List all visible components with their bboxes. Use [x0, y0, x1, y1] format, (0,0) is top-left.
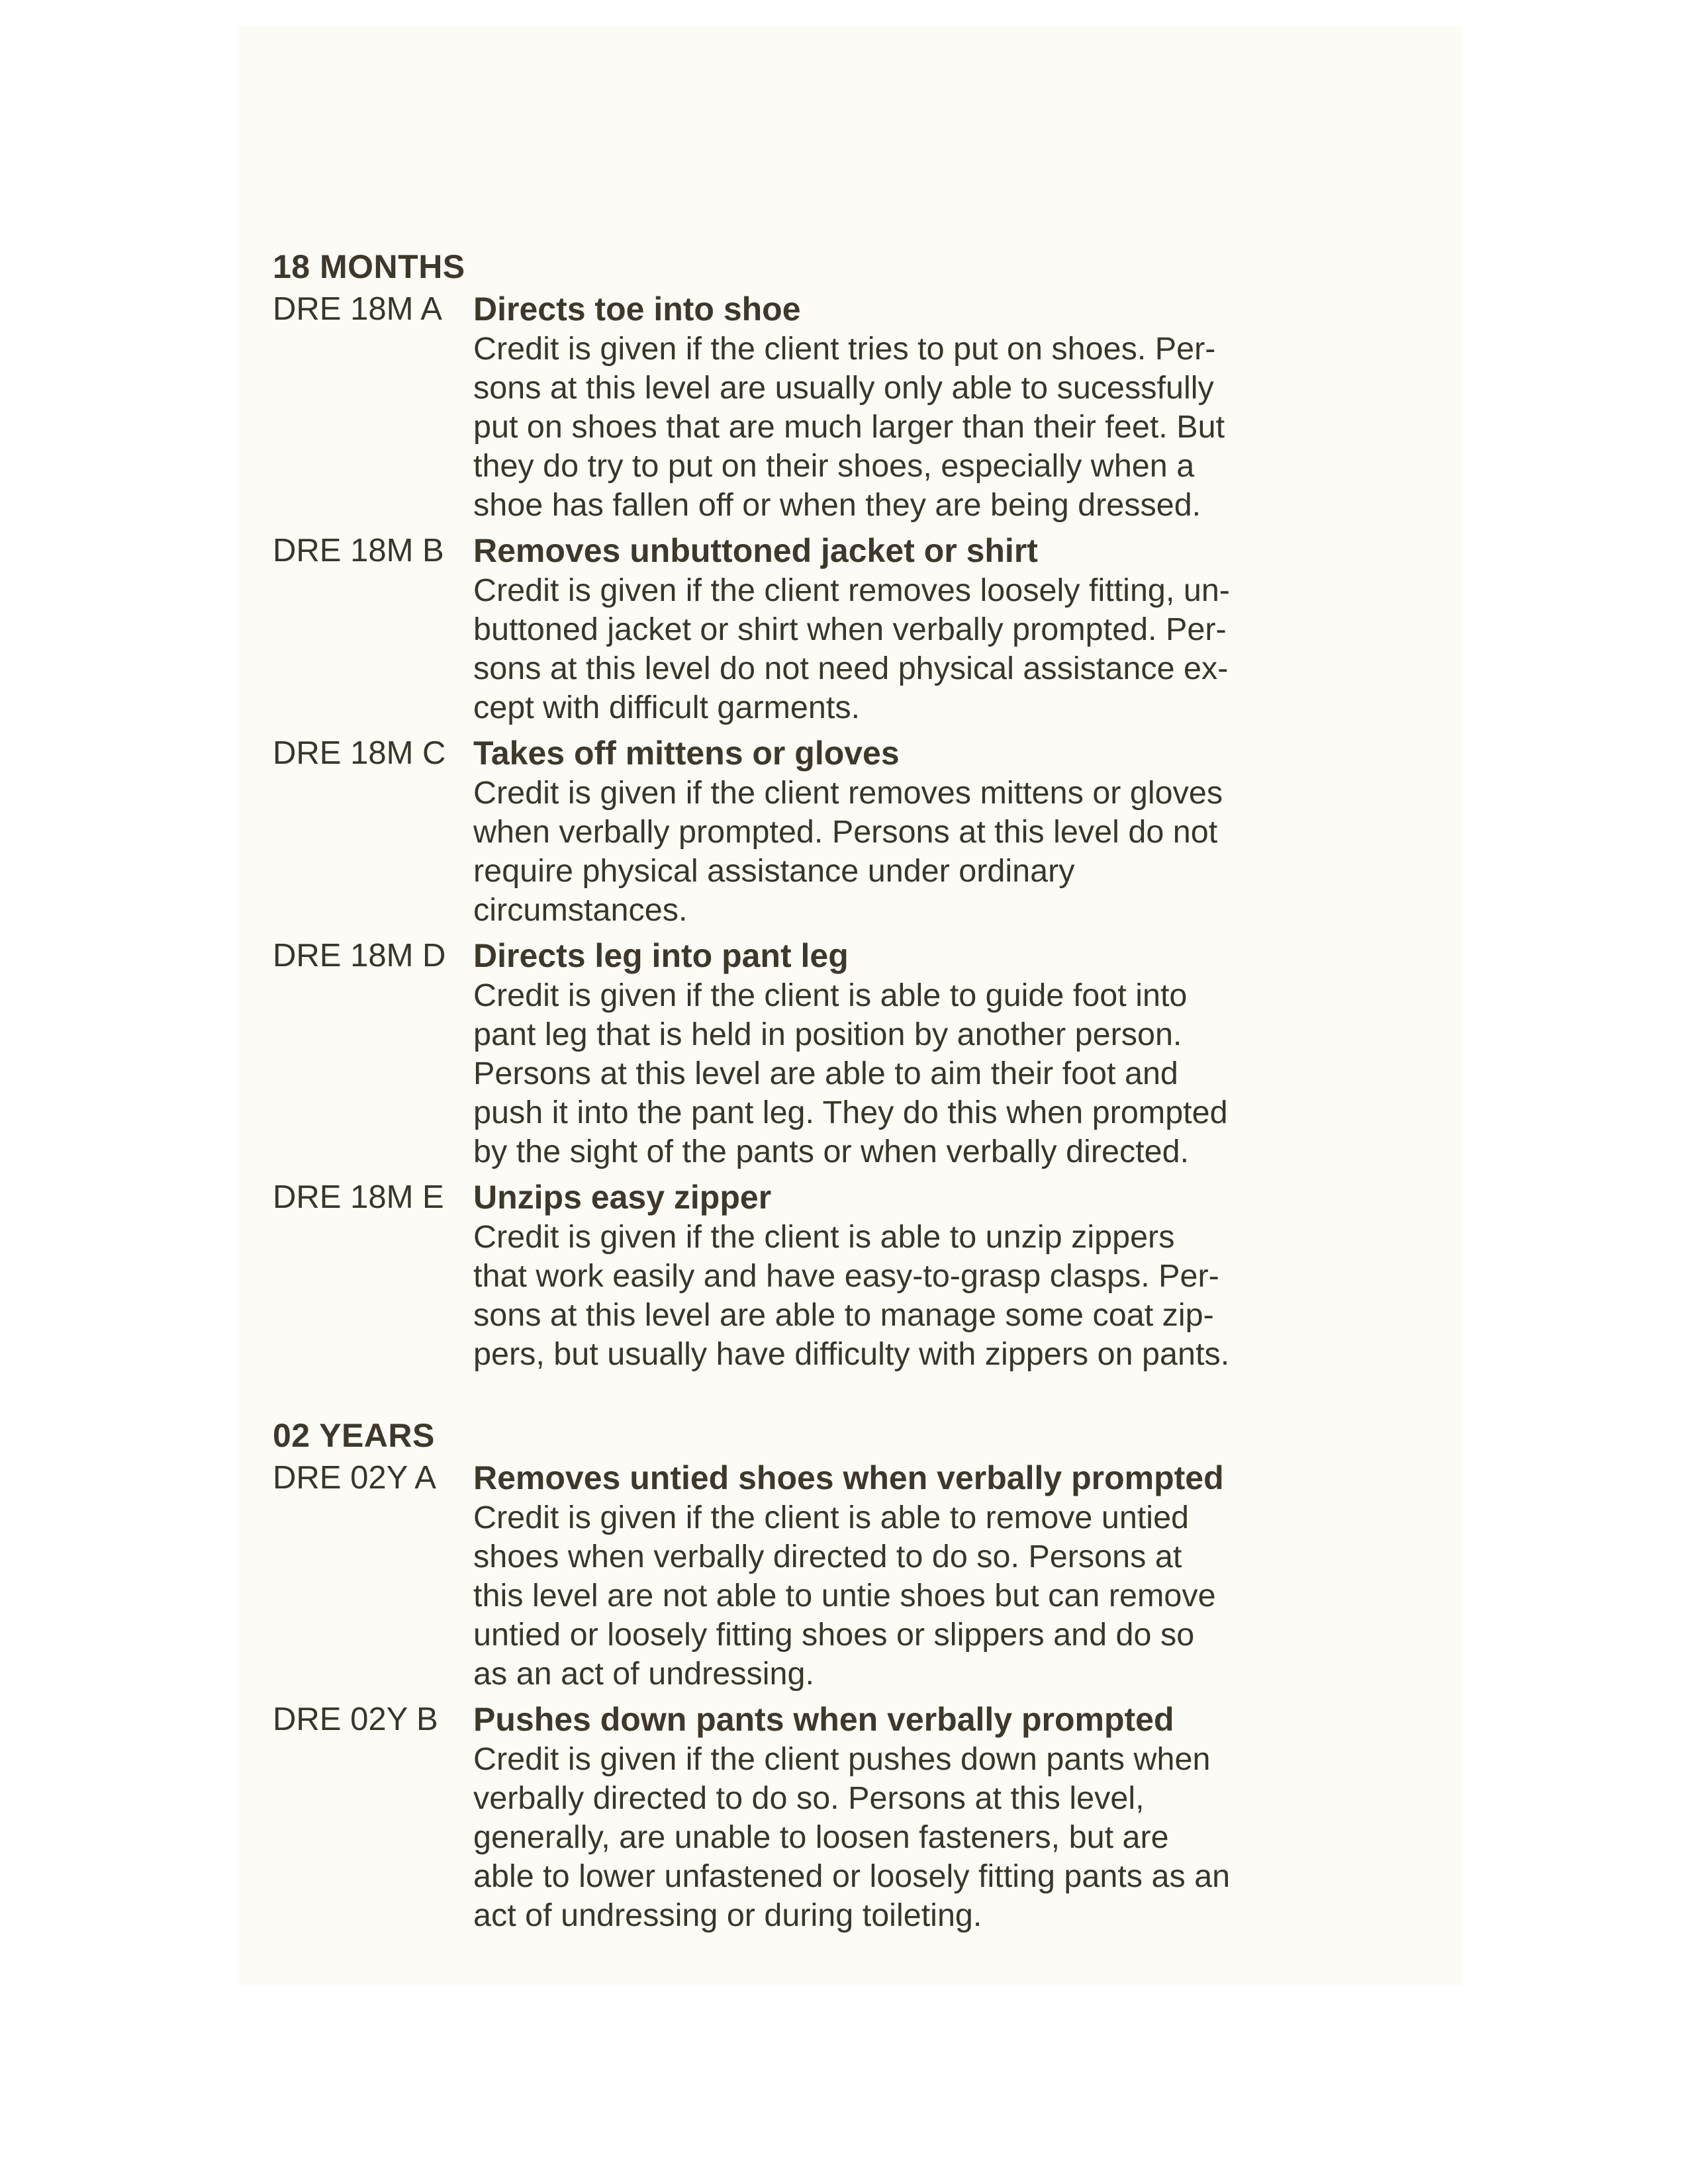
item-text-line: untied or loosely fitting shoes or slippers and do so: [473, 1617, 1195, 1653]
item-body: [473, 1457, 1358, 1694]
item-heading: Directs leg into pant leg: [473, 937, 849, 974]
item-heading: Removes unbuttoned jacket or shirt: [473, 532, 1038, 569]
item-code: DRE 18M C: [273, 735, 446, 771]
item-heading: Directs toe into shoe: [473, 291, 801, 328]
item-text-line: Credit is given if the client is able to guide foot into: [473, 978, 1188, 1013]
item-body: [473, 733, 1358, 930]
item-text-line: by the sight of the pants or when verbally directed.: [473, 1134, 1190, 1169]
item-text-line: they do try to put on their shoes, especially when a: [473, 448, 1195, 484]
item-text-line: act of undressing or during toileting.: [473, 1897, 982, 1933]
item-text-line: verbally directed to do so. Persons at this level,: [473, 1780, 1145, 1816]
item-dre-18m-d: [273, 935, 1358, 1171]
item-text-line: sons at this level are able to manage some coat zip-: [473, 1297, 1214, 1333]
item-dre-18m-a: [273, 289, 1358, 525]
item-text-line: sons at this level do not need physical assistance ex-: [473, 651, 1229, 686]
item-text-line: Credit is given if the client pushes down pants when: [473, 1741, 1211, 1777]
item-text-line: require physical assistance under ordinary: [473, 853, 1075, 889]
item-text-line: able to lower unfastened or loosely fitting pants as an: [473, 1858, 1231, 1894]
item-code: DRE 18M E: [273, 1179, 444, 1215]
item-heading: Removes untied shoes when verbally prompted: [473, 1459, 1224, 1496]
item-text-line: as an act of undressing.: [473, 1656, 814, 1692]
item-text-line: that work easily and have easy-to-grasp clasps. Per-: [473, 1258, 1219, 1294]
item-text-line: Credit is given if the client removes loosely fitting, un-: [473, 572, 1230, 608]
item-text-line: Credit is given if the client is able to unzip zippers: [473, 1219, 1175, 1255]
item-code: DRE 18M D: [273, 938, 446, 974]
item-text-line: pers, but usually have difficulty with zippers on pants.: [473, 1336, 1230, 1372]
item-text-line: Credit is given if the client removes mittens or gloves: [473, 775, 1223, 811]
item-code: DRE 18M B: [273, 533, 444, 569]
section-title: 18 MONTHS: [273, 248, 465, 285]
item-text-line: shoes when verbally directed to do so. Persons at: [473, 1539, 1182, 1574]
document-body: [273, 246, 1358, 1976]
item-text-line: this level are not able to untie shoes but can remove: [473, 1578, 1216, 1614]
section-02-years: [273, 1415, 1358, 1935]
item-text-line: when verbally prompted. Persons at this level do not: [473, 814, 1218, 850]
item-text-line: generally, are unable to loosen fasteners, but are: [473, 1819, 1169, 1855]
item-text-line: circumstances.: [473, 892, 688, 928]
item-text-line: Credit is given if the client tries to put on shoes. Per-: [473, 331, 1216, 367]
section-18-months: [273, 246, 1358, 1374]
item-dre-18m-c: [273, 733, 1358, 930]
item-dre-18m-e: [273, 1177, 1358, 1374]
item-code: DRE 02Y A: [273, 1460, 436, 1496]
item-text-line: Credit is given if the client is able to remove untied: [473, 1500, 1190, 1535]
item-text-line: shoe has fallen off or when they are being dressed.: [473, 487, 1201, 523]
item-code: DRE 02Y B: [273, 1702, 438, 1737]
item-text-line: put on shoes that are much larger than their feet. But: [473, 409, 1225, 445]
item-heading: Unzips easy zipper: [473, 1179, 772, 1216]
item-dre-02y-b: [273, 1699, 1358, 1935]
item-text-line: push it into the pant leg. They do this when prompted: [473, 1095, 1228, 1130]
item-text-line: buttoned jacket or shirt when verbally prompted. Per-: [473, 612, 1227, 647]
item-body: [473, 1177, 1358, 1374]
section-title: 02 YEARS: [273, 1417, 435, 1454]
item-body: [473, 530, 1358, 727]
item-heading: Pushes down pants when verbally prompted: [473, 1701, 1174, 1738]
item-dre-02y-a: [273, 1457, 1358, 1694]
item-body: [473, 289, 1358, 525]
item-text-line: sons at this level are usually only able to sucessfully: [473, 370, 1214, 406]
item-heading: Takes off mittens or gloves: [473, 735, 900, 772]
item-body: [473, 1699, 1358, 1935]
item-text-line: cept with difficult garments.: [473, 690, 861, 725]
item-body: [473, 935, 1358, 1171]
item-text-line: pant leg that is held in position by another person.: [473, 1017, 1182, 1052]
item-text-line: Persons at this level are able to aim their foot and: [473, 1056, 1178, 1091]
item-dre-18m-b: [273, 530, 1358, 727]
item-code: DRE 18M A: [273, 291, 442, 327]
